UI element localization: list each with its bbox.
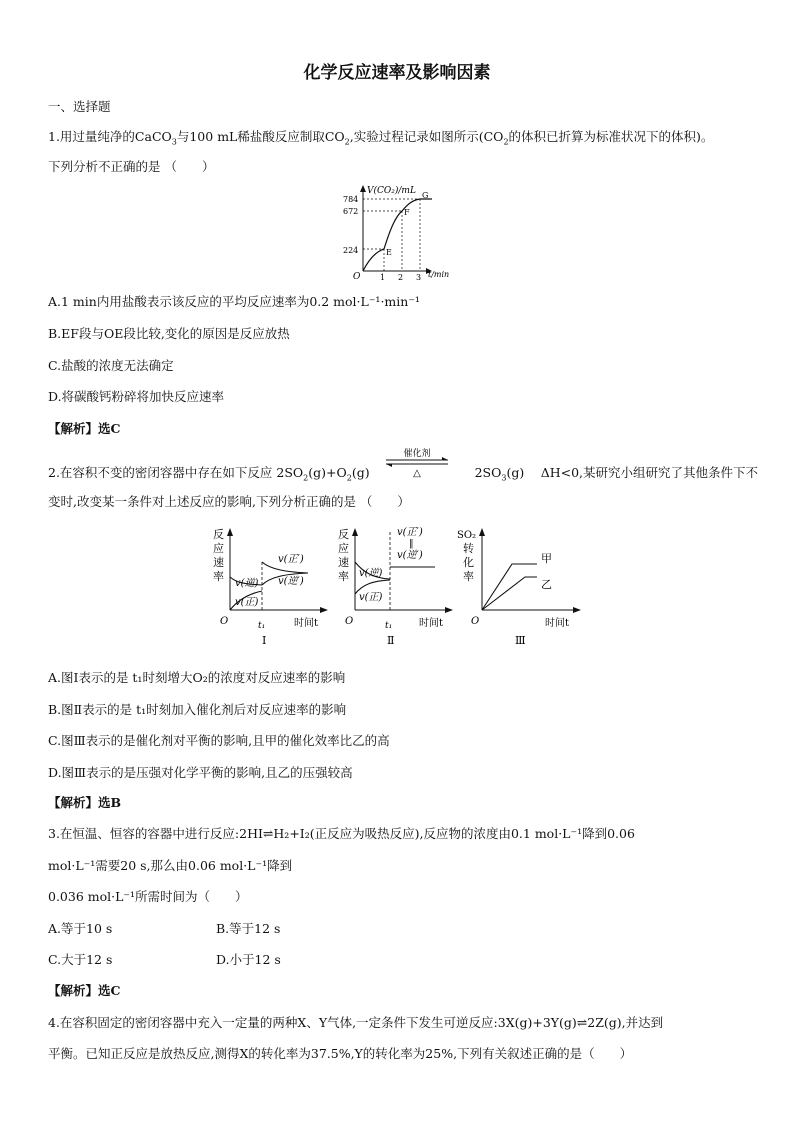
q2-option-a: A.图Ⅰ表示的是 t₁时刻增大O₂的浓度对反应速率的影响	[48, 670, 346, 685]
q2-stem-line2: 变时,改变某一条件对上述反应的影响,下列分析正确的是 （ ）	[48, 494, 410, 509]
g3-jia: 甲	[541, 552, 552, 565]
g3-line-yi	[482, 577, 537, 610]
g2-v-fwd-prime: v(正′)	[397, 527, 423, 538]
q2-graph-1	[210, 522, 330, 647]
q1-option-d: D.将碳酸钙粉碎将加快反应速率	[48, 389, 225, 404]
g1-v-rev: v(逆)	[235, 578, 259, 589]
g3-time-label: 时间t	[545, 618, 570, 629]
g2-name: Ⅱ	[387, 634, 395, 647]
g2-v-rev-prime: v(逆′)	[397, 550, 423, 561]
q3-option-c: C.大于12 s	[48, 952, 113, 967]
q2-graph-3	[457, 522, 587, 647]
g1-t1: t₁	[258, 621, 266, 631]
q3-option-d: D.小于12 s	[216, 952, 281, 967]
q1-origin: O	[353, 272, 361, 280]
g1-rate-label-3: 速	[213, 556, 224, 569]
q3-option-a: A.等于10 s	[48, 921, 113, 936]
q1-option-a: A.1 min内用盐酸表示该反应的平均反应速率为0.2 mol·L⁻¹·min⁻¹	[48, 294, 420, 309]
q1-ytick-784: 784	[343, 195, 359, 204]
q1-curve	[363, 199, 432, 271]
g3-conv-label-2: 化	[463, 556, 474, 569]
q2-option-d: D.图Ⅲ表示的是压强对化学平衡的影响,且乙的压强较高	[48, 765, 353, 780]
q3-stem-line2: mol·L⁻¹需要20 s,那么由0.06 mol·L⁻¹降到	[48, 858, 293, 873]
q3-answer: 【解析】选C	[48, 983, 121, 998]
g3-yi: 乙	[541, 578, 552, 591]
q2-option-b: B.图Ⅱ表示的是 t₁时刻加入催化剂后对反应速率的影响	[48, 702, 347, 717]
q1-xtick-3: 3	[416, 273, 422, 280]
q1-x-axis-label: t/min	[428, 270, 450, 279]
g1-v-fwd: v(正)	[235, 597, 259, 608]
g1-v-fwd-prime: v(正′)	[278, 554, 304, 565]
g2-rate-label-1: 反	[338, 528, 349, 541]
q2-answer: 【解析】选B	[48, 795, 122, 810]
q3-stem-line3: 0.036 mol·L⁻¹所需时间为（ ）	[48, 889, 248, 904]
catalyst-label: 催化剂	[403, 449, 431, 459]
q1-answer: 【解析】选C	[48, 421, 121, 436]
q1-xtick-2: 2	[398, 273, 404, 280]
g3-conv-label-3: 率	[463, 570, 474, 583]
g3-conv-label-1: 转	[463, 542, 474, 555]
q1-volume-time-graph	[340, 185, 460, 280]
q2-graph-2	[335, 522, 455, 647]
g1-name: Ⅰ	[262, 634, 267, 647]
g2-rate-label-4: 率	[338, 570, 349, 583]
g2-v-rev: v(逆)	[359, 568, 383, 579]
q1-stem-line2: 下列分析不正确的是 （ ）	[48, 159, 215, 174]
g1-time-label: 时间t	[294, 618, 319, 629]
g2-origin: O	[345, 616, 354, 627]
page-title: 化学反应速率及影响因素	[303, 63, 491, 83]
section-heading: 一、选择题	[48, 99, 111, 114]
g2-t1: t₁	[385, 621, 393, 631]
g2-v-fwd: v(正)	[359, 592, 383, 603]
g2-equal-sign: ‖	[409, 539, 414, 549]
reversible-arrow-catalyst	[382, 446, 452, 482]
q1-point-g: G	[422, 191, 429, 200]
g1-v-rev-prime: v(逆′)	[278, 576, 304, 587]
g2-rate-label-3: 速	[338, 556, 349, 569]
g3-so2-label: SO₂	[457, 530, 477, 541]
q1-point-e: E	[386, 248, 392, 257]
g1-rate-label-4: 率	[213, 570, 224, 583]
q4-stem-line2: 平衡。已知正反应是放热反应,测得X的转化率为37.5%,Y的转化率为25%,下列有关叙述正确的是（ ）	[48, 1046, 633, 1061]
q1-option-b: B.EF段与OE段比较,变化的原因是反应放热	[48, 326, 290, 341]
g3-name: Ⅲ	[515, 634, 526, 647]
q2-stem-line1: 2.在容积不变的密闭容器中存在如下反应 $2SO_2(g)+O_2(g)$ $2SO_3(g)$ ΔH<0,某研究小组研究了其他条件下不	[48, 465, 759, 483]
q4-stem-line1: 4.在容积固定的密闭容器中充入一定量的两种X、Y气体,一定条件下发生可逆反应:3X(g)+3Y(g)⇌2Z(g),并达到	[48, 1015, 664, 1030]
q1-xtick-1: 1	[380, 273, 386, 280]
q3-option-b: B.等于12 s	[216, 921, 281, 936]
g3-origin: O	[471, 616, 480, 627]
q1-point-f: F	[404, 208, 410, 217]
g1-rate-label-2: 应	[213, 542, 224, 555]
q3-stem-line1: 3.在恒温、恒容的容器中进行反应:2HI⇌H₂+I₂(正反应为吸热反应),反应物的浓度由0.1 mol·L⁻¹降到0.06	[48, 826, 635, 841]
q1-option-c: C.盐酸的浓度无法确定	[48, 358, 174, 373]
q1-ytick-224: 224	[343, 246, 359, 255]
g2-time-label: 时间t	[419, 618, 444, 629]
g2-rate-label-2: 应	[338, 542, 349, 555]
heat-label: △	[413, 468, 421, 479]
q1-stem-line1: 1.用过量纯净的CaCO$_3$与100 mL稀盐酸反应制取$CO_2$,实验过程记录如图所示($CO_2$的体积已折算为标准状况下的体积)。	[48, 129, 714, 147]
q1-y-axis-label: V(CO₂)/mL	[367, 186, 416, 196]
g1-rate-label-1: 反	[213, 528, 224, 541]
g1-origin: O	[220, 616, 229, 627]
q2-option-c: C.图Ⅲ表示的是催化剂对平衡的影响,且甲的催化效率比乙的高	[48, 733, 390, 748]
q1-ytick-672: 672	[343, 207, 359, 216]
